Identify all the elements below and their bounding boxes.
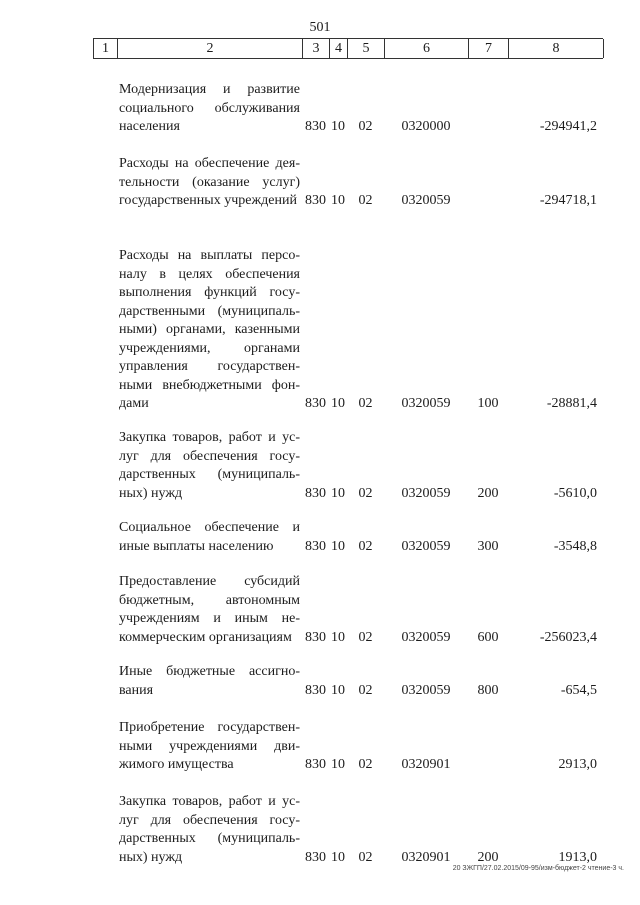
row-c5: 02: [358, 538, 373, 554]
row-c5: 02: [358, 682, 373, 698]
row-c5: 02: [358, 193, 373, 208]
row-c8: -294718,1: [539, 193, 597, 208]
row-c4: 10: [331, 119, 345, 134]
row-c5: 02: [358, 629, 373, 645]
row-name: Расходы на обеспечение деятельности (оказание услуг) государственных учреждений: [119, 156, 300, 208]
table-header: [93, 38, 603, 59]
row-name: Иные бюджетные ассигнования: [119, 664, 300, 698]
row-name: Расходы на выплаты персоналу в целях обеспечения выполнения функций государственными (муниципальными) органами, казенными учреждениями, органами управления государственными внебюджетными фондами: [119, 248, 300, 411]
row-c3: 830: [305, 538, 326, 554]
table-row: [93, 719, 603, 775]
row-c7: 800: [477, 682, 499, 698]
row-c3: 830: [305, 682, 326, 698]
row-name: Предоставление субсидий бюджетным, автономным учреждениям и иным некоммерческим организациям: [119, 574, 300, 645]
row-c6: 0320000: [401, 119, 451, 134]
header-cell-5: 5: [348, 39, 385, 58]
row-c4: 10: [331, 757, 345, 772]
row-c6: 0320901: [401, 849, 451, 865]
table-row: [93, 429, 603, 503]
table-row: [93, 519, 603, 556]
row-c3: 830: [305, 193, 326, 208]
row-c8: 1913,0: [558, 849, 597, 865]
row-c4: 10: [331, 629, 345, 645]
row-c5: 02: [358, 757, 373, 772]
table-row: [93, 793, 603, 867]
row-c4: 10: [331, 485, 345, 501]
header-cell-3: 3: [303, 39, 330, 58]
row-c8: -3548,8: [553, 538, 597, 554]
row-c8: 2913,0: [558, 757, 597, 772]
row-c3: 830: [305, 396, 326, 411]
row-c6: 0320059: [401, 396, 451, 411]
row-c4: 10: [331, 538, 345, 554]
row-name: Социальное обеспечение и иные выплаты населению: [119, 520, 300, 554]
header-cell-4: 4: [330, 39, 348, 58]
row-c6: 0320059: [401, 682, 451, 698]
row-c5: 02: [358, 119, 373, 134]
row-name: Закупка товаров, работ и услуг для обеспечения государственных (муниципальных) нужд: [119, 794, 300, 865]
row-c4: 10: [331, 193, 345, 208]
row-c3: 830: [305, 119, 326, 134]
row-name: Закупка товаров, работ и услуг для обеспечения государственных (муниципальных) нужд: [119, 430, 300, 501]
page-number: 501: [309, 20, 331, 35]
row-c4: 10: [331, 682, 345, 698]
row-c6: 0320059: [401, 538, 451, 554]
row-c4: 10: [331, 396, 345, 411]
row-c6: 0320059: [401, 193, 451, 208]
row-c8: -28881,4: [546, 396, 597, 411]
header-cell-1: 1: [94, 39, 118, 58]
row-c5: 02: [358, 849, 373, 865]
row-c5: 02: [358, 396, 373, 411]
row-c8: -654,5: [560, 682, 597, 698]
table-row: [93, 155, 603, 211]
row-c3: 830: [305, 757, 326, 772]
row-c5: 02: [358, 485, 373, 501]
header-cell-7: 7: [469, 39, 509, 58]
row-c7: 100: [477, 396, 499, 411]
row-c7: 200: [477, 849, 499, 865]
table-row: [93, 573, 603, 647]
row-c3: 830: [305, 629, 326, 645]
row-name: Модернизация и развитие социального обслуживания населения: [119, 82, 300, 134]
table-row: [93, 663, 603, 700]
row-c7: 300: [477, 538, 499, 554]
budget-table: [93, 38, 603, 865]
row-name: Приобретение государственными учреждениями движимого имущества: [119, 720, 300, 772]
footer-filename: 20 ЗЖГП/27.02.2015/09-95/изм-бюджет-2 чтение-3 ч.: [452, 865, 624, 872]
row-c7: 200: [477, 485, 499, 501]
row-c8: -256023,4: [539, 629, 597, 645]
row-c6: 0320059: [401, 629, 451, 645]
row-c7: 600: [477, 629, 499, 645]
table-row: [93, 247, 603, 414]
row-c4: 10: [331, 849, 345, 865]
header-cell-2: 2: [118, 39, 303, 58]
header-cell-8: 8: [509, 39, 604, 58]
row-c6: 0320059: [401, 485, 451, 501]
table-row: [93, 81, 603, 137]
header-cell-6: 6: [385, 39, 469, 58]
row-c8: -294941,2: [539, 119, 597, 134]
row-c6: 0320901: [401, 757, 451, 772]
row-c8: -5610,0: [553, 485, 597, 501]
row-c3: 830: [305, 849, 326, 865]
row-c3: 830: [305, 485, 326, 501]
